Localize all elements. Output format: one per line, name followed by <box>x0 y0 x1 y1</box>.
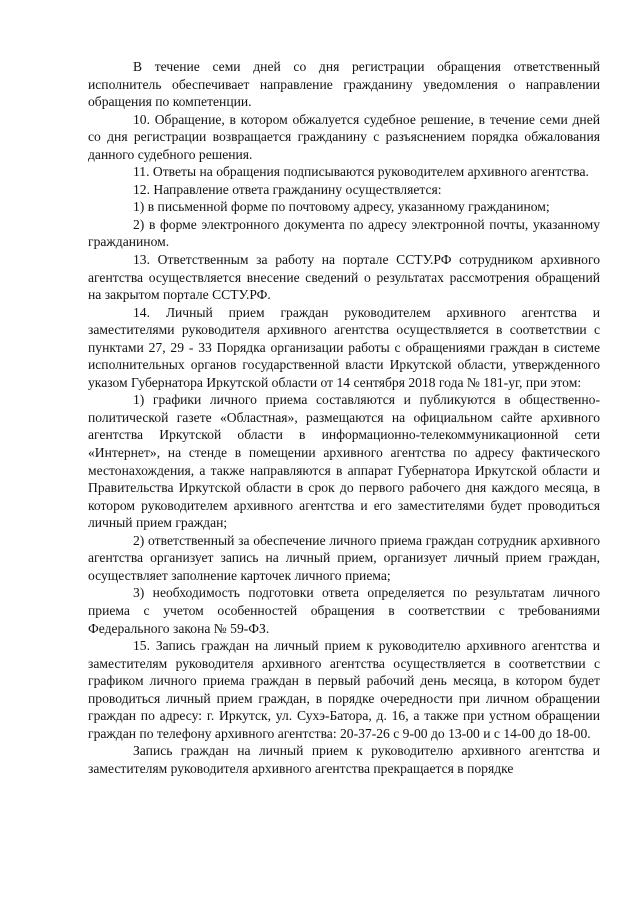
paragraph-14-item-3: 3) необходимость подготовки ответа определяется по результатам личного приема с учетом особенностей обращения в соответствии с требованиями Федерального закона № 59-ФЗ. <box>88 585 600 636</box>
paragraph-15-registration: 15. Запись граждан на личный прием к руководителю архивного агентства и заместителям руководителя архивного агентства осуществляется в соответствии с графиком личного приема граждан в первый рабочий день месяца, в котором будет проводиться личный прием граждан, в порядке очередности при личном обращении граждан по адресу: г. Иркутск, ул. Сухэ-Батора, д. 16, а также при устном обращении граждан по телефону архивного агентства: 20-37-26 с 9-00 до 13-00 и с 14-00 до 18-00. <box>88 638 600 741</box>
paragraph-14-item-1: 1) графики личного приема составляются и публикуются в общественно-политической газете «Областная», размещаются на официальном сайте архивного агентства Иркутской области в информационно-телекоммуникационной сети «Интернет», на стенде в помещении архивного агентства по адресу фактического местонахождения, а также направляются в аппарат Губернатора Иркутской области и Правительства Иркутской области в срок до первого рабочего дня каждого месяца, в котором руководителем архивного агентства и его заместителями будет проводиться личный прием граждан; <box>88 392 600 531</box>
document-page <box>88 58 600 777</box>
paragraph-12-item-1: 1) в письменной форме по почтовому адресу, указанному гражданином; <box>133 199 550 215</box>
paragraph-14-item-2: 2) ответственный за обеспечение личного приема граждан сотрудник архивного агентства организует запись на личный прием, организует личный прием граждан, осуществляет заполнение карточек личного приема; <box>88 532 600 583</box>
paragraph-13-portal: 13. Ответственным за работу на портале ССТУ.РФ сотрудником архивного агентства осуществляется внесение сведений о результатах рассмотрения обращений на закрытом портале ССТУ.РФ. <box>88 252 600 303</box>
paragraph-10-court-decision: 10. Обращение, в котором обжалуется судебное решение, в течение семи дней со дня регистрации возвращается гражданину с разъяснением порядка обжалования данного судебного решения. <box>88 111 600 162</box>
paragraph-notice-redirect: В течение семи дней со дня регистрации обращения ответственный исполнитель обеспечивает направление гражданину уведомления о направлении обращения по компетенции. <box>88 59 600 110</box>
paragraph-registration-stop: Запись граждан на личный прием к руководителю архивного агентства и заместителям руководителя архивного агентства прекращается в порядке <box>88 743 600 776</box>
paragraph-12-item-2: 2) в форме электронного документа по адресу электронной почты, указанному гражданином. <box>88 216 600 250</box>
paragraph-14-personal-reception: 14. Личный прием граждан руководителем архивного агентства и заместителями руководителя архивного агентства осуществляется в соответствии с пунктами 27, 29 - 33 Порядка организации работы с обращениями граждан в системе исполнительных органов государственной власти Иркутской области, утвержденного указом Губернатора Иркутской области от 14 сентября 2018 года № 181-уг, при этом: <box>88 304 600 390</box>
paragraph-12-answer-delivery: 12. Направление ответа гражданину осуществляется: <box>133 181 442 197</box>
paragraph-11-signature: 11. Ответы на обращения подписываются руководителем архивного агентства. <box>133 164 589 180</box>
